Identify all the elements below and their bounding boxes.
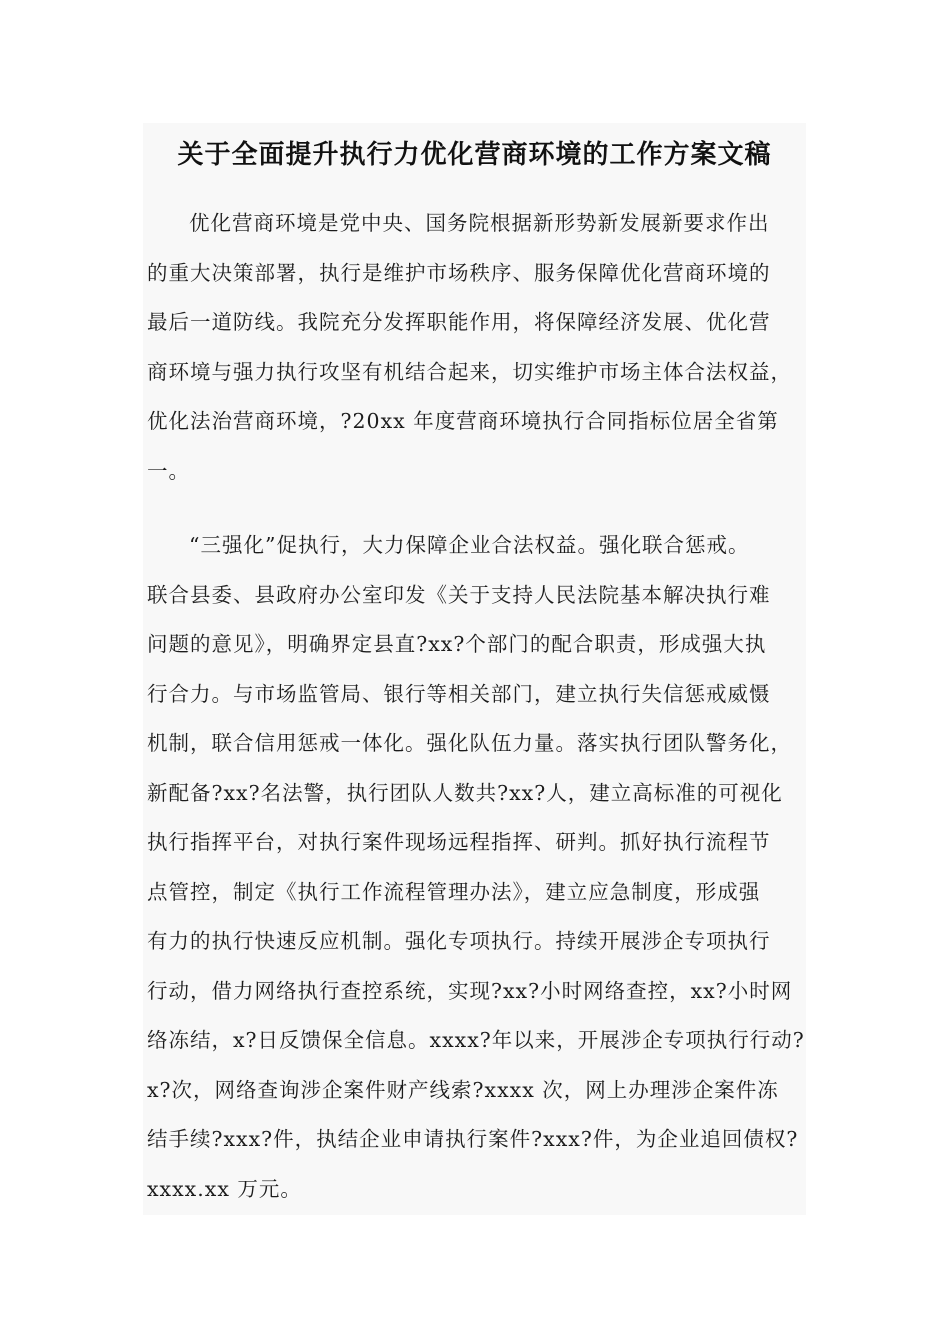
text-line: “三强化”促执行，大力保障企业合法权益。强化联合惩戒。 [189,533,750,557]
text-line: 行合力。与市场监管局、银行等相关部门，建立执行失信惩戒威慑 [147,681,771,706]
text-line: 问题的意见》，明确界定县直?xx?个部门的配合职责，形成强大执 [147,632,767,656]
text-line: 执行指挥平台，对执行案件现场远程指挥、研判。抓好执行流程节 [147,830,771,854]
text-line: 的重大决策部署，执行是维护市场秩序、服务保障优化营商环境的 [147,260,771,285]
text-line: 联合县委、县政府办公室印发《关于支持人民法院基本解决执行难 [147,582,771,607]
text-line: 最后一道防线。我院充分发挥职能作用，将保障经济发展、优化营 [147,310,771,334]
text-line: 有力的执行快速反应机制。强化专项执行。持续开展涉企专项执行 [147,929,771,953]
document-title: 关于全面提升执行力优化营商环境的工作方案文稿 [177,140,772,170]
text-line: 络冻结，x?日反馈保全信息。xxxx?年以来，开展涉企专项执行行动? [147,1028,805,1052]
text-line: xxxx.xx 万元。 [147,1176,302,1201]
text-line: x?次，网络查询涉企案件财产线索?xxxx 次，网上办理涉企案件冻 [147,1077,779,1102]
text-line: 商环境与强力执行攻坚有机结合起来，切实维护市场主体合法权益， [147,359,792,384]
text-line: 优化法治营商环境，?20xx 年度营商环境执行合同指标位居全省第 [147,409,779,433]
text-line: 机制，联合信用惩戒一体化。强化队伍力量。落实执行团队警务化， [147,731,792,755]
text-line: 优化营商环境是党中央、国务院根据新形势新发展新要求作出 [189,211,770,235]
text-line: 一。 [147,458,190,483]
text-line: 结手续?xxx?件，执结企业申请执行案件?xxx?件，为企业追回债权? [147,1127,799,1151]
document-page [143,123,806,1215]
paragraph-1 [147,199,817,496]
text-line: 新配备?xx?名法警，执行团队人数共?xx?人，建立高标准的可视化 [147,780,783,805]
text-line: 行动，借力网络执行查控系统，实现?xx?小时网络查控，xx?小时网 [147,978,793,1003]
text-line: 点管控，制定《执行工作流程管理办法》，建立应急制度，形成强 [147,879,761,904]
paragraph-2 [147,521,817,1214]
